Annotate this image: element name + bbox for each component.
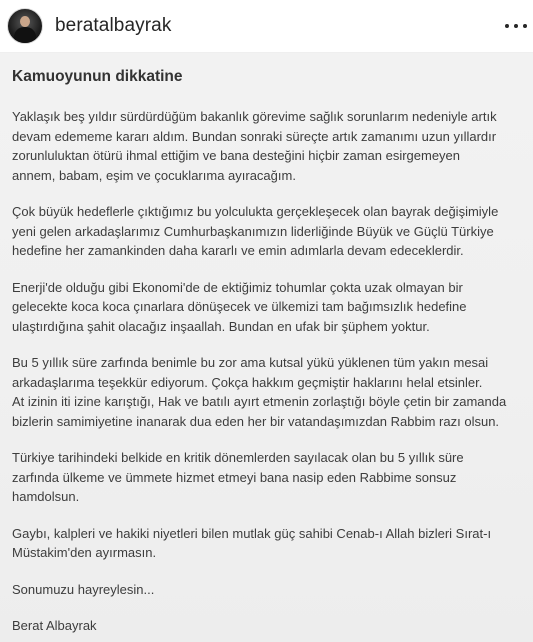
statement-paragraph: [12, 448, 523, 507]
text-line: hamdolsun.: [12, 489, 80, 504]
text-line: zorunluluktan ötürü ihmal ettiğim ve bana desteğini hiçbir zaman esirgemeyen: [12, 148, 461, 163]
statement-paragraph: [12, 202, 523, 261]
text-line: Gaybı, kalpleri ve hakiki niyetleri bilen mutlak güç sahibi Cenab-ı Allah bizleri Sırat-ı: [12, 525, 492, 541]
statement-paragraph: [12, 107, 523, 185]
text-line: Çok büyük hedeflerle çıktığımız bu yolculukta gerçekleşecek olan bayrak değişimiyle: [12, 204, 499, 219]
more-options-icon[interactable]: [505, 16, 527, 36]
text-line: bizlerin samimiyetine inanarak dua eden her bir vatandaşımızdan Rabbim razı olsun.: [12, 413, 500, 429]
text-line: zarfında ülkeme ve ümmete hizmet etmeyi bana nasip eden Rabbime sonsuz: [12, 469, 457, 485]
text-line: Sonumuzu hayreylesin...: [12, 581, 155, 597]
text-line: arkadaşlarıma teşekkür ediyorum. Çokça hakkım geçmiştir haklarını helal etsinler.: [12, 374, 483, 390]
text-line: Enerji'de olduğu gibi Ekonomi'de de ektiğimiz tohumlar çokta uzak olmayan bir: [12, 279, 463, 295]
text-line: Müstakim'den ayırmasın.: [12, 545, 157, 560]
statement-paragraph: [12, 524, 523, 563]
more-dot: [514, 24, 518, 28]
text-line: devam edememe kararı aldım. Bundan sonraki süreçte artık zamanımı uzun yıllardır: [12, 128, 497, 144]
text-line: Türkiye tarihindeki belkide en kritik dönemlerden sayılacak olan bu 5 yıllık süre: [12, 450, 464, 465]
text-line: ulaştırdığına şahit olacağız inşaallah. Bundan en ufak bir şüphem yoktur.: [12, 318, 430, 334]
statement-paragraph: [12, 353, 523, 431]
post-image[interactable]: [0, 53, 533, 642]
text-line: Yaklaşık beş yıldır sürdürdüğüm bakanlık görevime sağlık sorunlarım nedeniyle artık: [12, 109, 497, 124]
text-line: gelecekte koca koca çınarlara dönüşecek ve ülkemizi tam bağımsızlık hedefine: [12, 299, 467, 314]
statement-paragraph: [12, 278, 523, 337]
statement-title: Kamuoyunun dikkatine: [12, 68, 183, 85]
username-link[interactable]: beratalbayrak: [55, 15, 172, 36]
text-line: At izinin iti izine karıştığı, Hak ve batılı ayırt etmenin zorlaştığı böyle çetin bir zamanda: [12, 394, 507, 409]
text-line: hedefine her zamankinden daha kararlı ve emin adımlarla devam edeceklerdir.: [12, 243, 464, 258]
text-line: annem, babam, eşim ve çocuklarıma ayıracağım.: [12, 167, 296, 183]
statement-paragraph: [12, 580, 523, 600]
profile-avatar[interactable]: [7, 8, 43, 44]
more-dot: [505, 24, 509, 28]
avatar-body-shape: [14, 27, 36, 44]
avatar-head-shape: [20, 16, 30, 27]
more-dot: [523, 24, 527, 28]
text-line: Bu 5 yıllık süre zarfında benimle bu zor ama kutsal yükü yüklenen tüm yakın mesai: [12, 355, 489, 370]
post-header: [0, 0, 533, 52]
signature: Berat Albayrak: [12, 618, 97, 633]
text-line: yeni gelen arkadaşlarımız Cumhurbaşkanımızın liderliğinde Büyük ve Güçlü Türkiye: [12, 223, 494, 239]
